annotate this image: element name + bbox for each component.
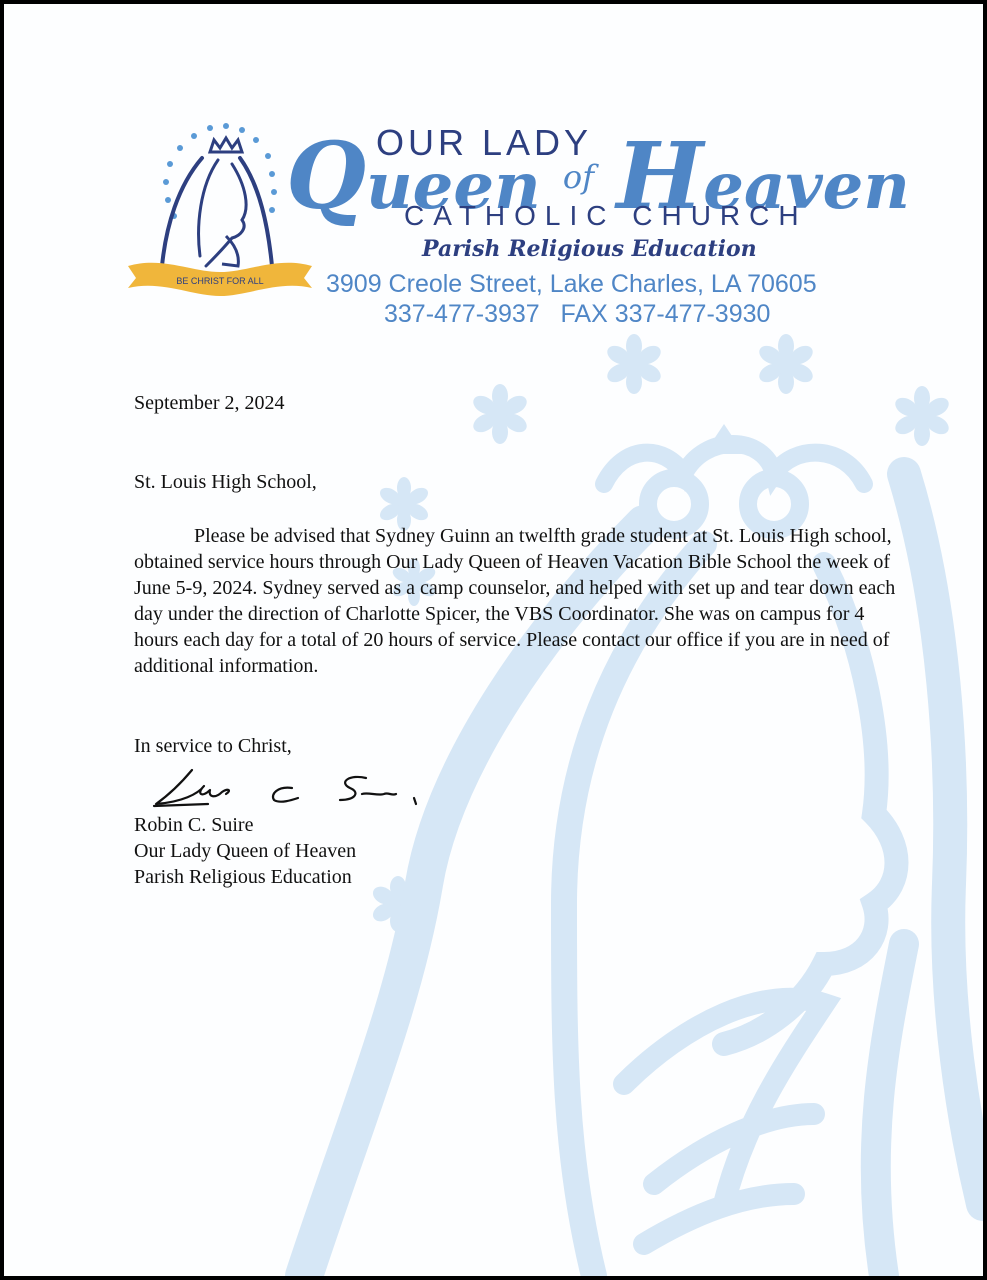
letter-closing: In service to Christ,: [134, 735, 292, 757]
letter-body-text: Please be advised that Sydney Guinn an twelfth grade student at St. Louis High school, obtained service hours through Our Lady Queen of Heaven Vacation Bible School the week of June 5-9, 2024. Sydney served as a camp counselor, and helped with set up and tear down each day under the direction of Charlotte Spicer, the VBS Coordinator. She was on campus for 4 hours each day for a total of 20 hours of service. Please contact our office if you are in need of additional information.: [134, 525, 896, 677]
heaven-rest: eaven: [703, 149, 910, 224]
signer-department: Parish Religious Education: [134, 866, 352, 888]
letterhead-phone-fax: 337-477-3937 FAX 337-477-3930: [384, 300, 771, 328]
handwritten-signature: [152, 764, 422, 816]
watermark-star-icon: [470, 384, 530, 444]
watermark-star-icon: [892, 386, 952, 446]
watermark-star-icon: [756, 334, 816, 394]
signer-name: Robin C. Suire: [134, 814, 254, 836]
letterhead-department: Parish Religious Education: [422, 236, 757, 262]
queen-rest: ueen: [366, 149, 541, 224]
signer-block: [134, 812, 356, 890]
heaven-initial: H: [616, 122, 704, 230]
name-of: of: [562, 158, 595, 196]
letterhead-address: 3909 Creole Street, Lake Charles, LA 70605: [326, 270, 817, 298]
queen-initial: Q: [286, 122, 367, 230]
letter-date: September 2, 2024: [134, 392, 285, 414]
letter-salutation: St. Louis High School,: [134, 471, 317, 493]
seal-banner-text: BE CHRIST FOR ALL: [176, 276, 264, 286]
letter-body: [134, 523, 902, 679]
letterhead-catholic-church: CATHOLIC CHURCH: [404, 200, 808, 231]
letterhead-our-lady: OUR LADY: [376, 122, 593, 163]
signer-organization: Our Lady Queen of Heaven: [134, 840, 357, 862]
watermark-star-icon: [604, 334, 664, 394]
letter-page: [4, 4, 983, 1276]
